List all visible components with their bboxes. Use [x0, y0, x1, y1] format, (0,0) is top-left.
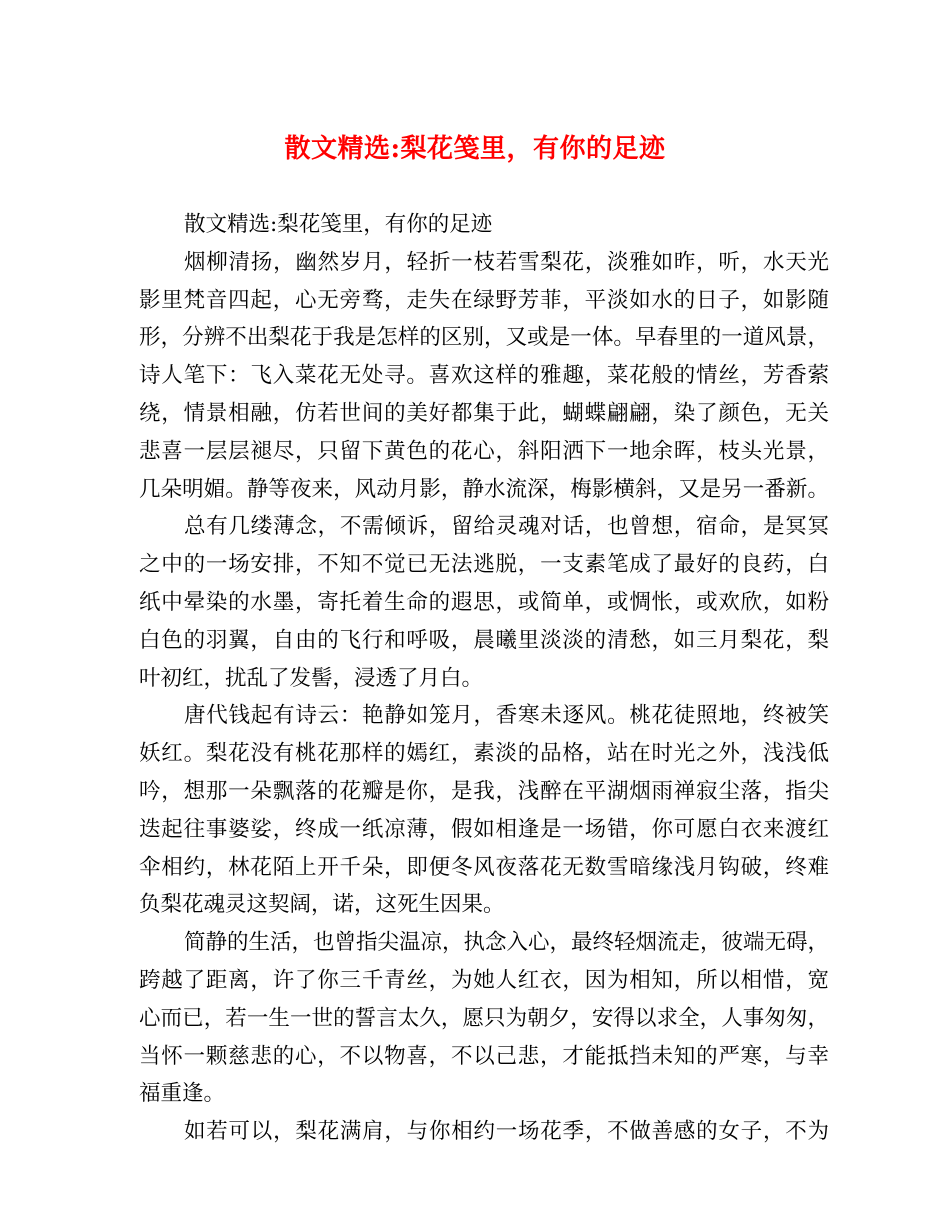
article-body: [139, 206, 829, 1151]
paragraph-1-line-4: 诗人笔下：飞入菜花无处寻。喜欢这样的雅趣，菜花般的情丝，芳香萦: [139, 363, 829, 389]
paragraph-5-line-1: 如若可以，梨花满肩，与你相约一场花季，不做善感的女子，不为: [184, 1119, 829, 1145]
paragraph-1-line-5: 绕，情景相融，仿若世间的美好都集于此，蝴蝶翩翩，染了颜色，无关: [139, 400, 829, 426]
paragraph-2-line-3: 纸中晕染的水墨，寄托着生命的遐思，或简单，或惆怅，或欢欣，如粉: [139, 589, 829, 615]
paragraph-3-line-4: 迭起往事婆娑，终成一纸凉薄，假如相逢是一场错，你可愿白衣来渡红: [139, 816, 829, 842]
paragraph-3-line-6: 负梨花魂灵这契阔，诺，这死生因果。: [139, 892, 505, 918]
paragraph-1-line-1: 烟柳清扬，幽然岁月，轻折一枝若雪梨花，淡雅如昨，听，水天光: [184, 249, 829, 275]
paragraph-1-line-6: 悲喜一层层褪尽，只留下黄色的花心，斜阳洒下一地余晖，枝头光景，: [139, 438, 829, 464]
paragraph-1-line-2: 影里梵音四起，心无旁骛，走失在绿野芳菲，平淡如水的日子，如影随: [139, 287, 829, 313]
paragraph-1-line-7: 几朵明媚。静等夜来，风动月影，静水流深，梅影横斜，又是另一番新。: [139, 476, 829, 502]
paragraph-2-line-1: 总有几缕薄念，不需倾诉，留给灵魂对话，也曾想，宿命，是冥冥: [184, 514, 829, 540]
subtitle-line: 散文精选:梨花笺里，有你的足迹: [184, 212, 493, 237]
paragraph-1-line-3: 形，分辨不出梨花于我是怎样的区别，又或是一体。早春里的一道风景，: [139, 325, 829, 351]
paragraph-4-line-2: 跨越了距离，许了你三千青丝，为她人红衣，因为相知，所以相惜，宽: [139, 967, 829, 993]
paragraph-2-line-4: 白色的羽翼，自由的飞行和呼吸，晨曦里淡淡的清愁，如三月梨花，梨: [139, 627, 829, 653]
paragraph-3-line-3: 吟，想那一朵飘落的花瓣是你，是我，浅醉在平湖烟雨禅寂尘落，指尖: [139, 778, 829, 804]
paragraph-4-line-1: 简静的生活，也曾指尖温凉，执念入心，最终轻烟流走，彼端无碍，: [184, 930, 830, 956]
paragraph-3-line-1: 唐代钱起有诗云：艳静如笼月，香寒未逐风。桃花徒照地，终被笑: [184, 703, 829, 729]
paragraph-4-line-4: 当怀一颗慈悲的心，不以物喜，不以己悲，才能抵挡未知的严寒，与幸: [139, 1043, 829, 1069]
paragraph-4-line-3: 心而已，若一生一世的誓言太久，愿只为朝夕，安得以求全，人事匆匆，: [139, 1005, 829, 1031]
paragraph-3-line-5: 伞相约，林花陌上开千朵，即便冬风夜落花无数雪暗缘浅月钩破，终难: [139, 854, 829, 880]
paragraph-4-line-5: 福重逢。: [139, 1081, 226, 1107]
paragraph-2-line-5: 叶初红，扰乱了发髻，浸透了月白。: [139, 665, 484, 691]
document-title: 散文精选:梨花笺里，有你的足迹: [284, 134, 666, 164]
paragraph-3-line-2: 妖红。梨花没有桃花那样的嫣红，素淡的品格，站在时光之外，浅浅低: [139, 741, 829, 767]
paragraph-2-line-2: 之中的一场安排，不知不觉已无法逃脱，一支素笔成了最好的良药，白: [139, 552, 829, 578]
